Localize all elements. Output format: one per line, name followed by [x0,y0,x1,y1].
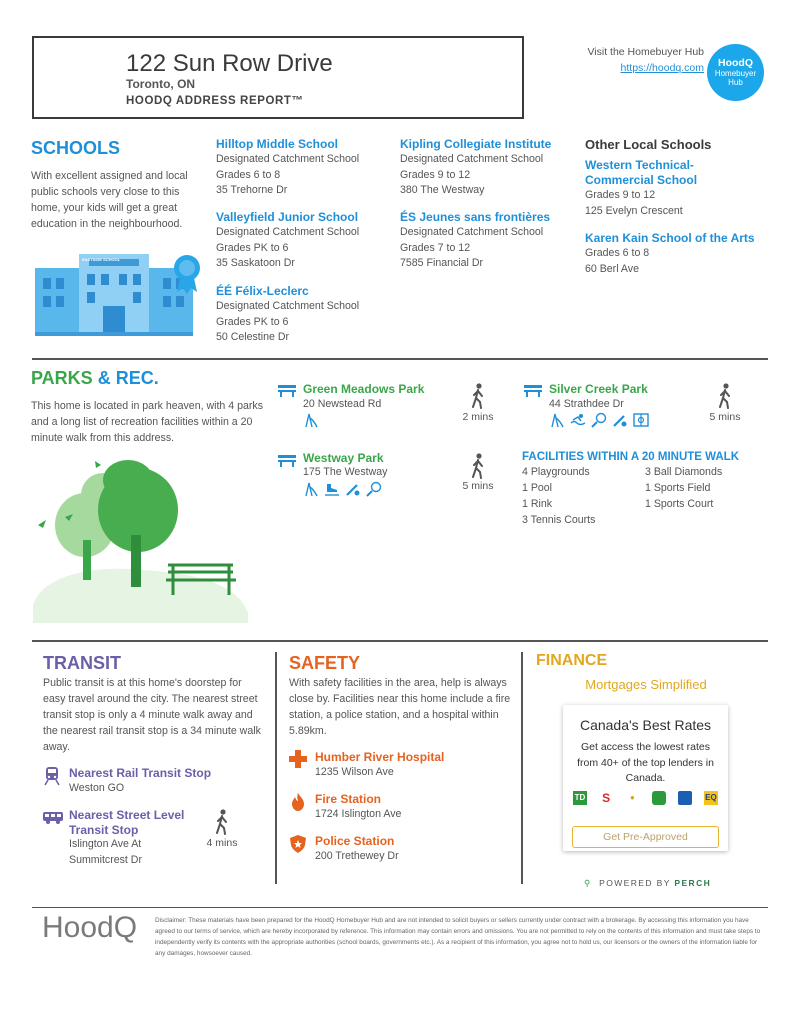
park-name[interactable]: Green Meadows Park [303,382,425,396]
school-name[interactable]: ÉÉ Félix-Leclerc [216,284,309,298]
bench-icon [277,452,297,468]
facilities-title: FACILITIES WITHIN A 20 MINUTE WALK [522,451,740,463]
bench-icon [523,382,543,398]
school-name[interactable]: Valleyfield Junior School [216,210,359,224]
divider-footer [32,907,768,908]
school-type: Designated Catchment School [400,226,544,238]
facility-item: 3 Ball Diamonds [645,466,723,478]
school-name[interactable]: Kipling Collegiate Institute [400,137,552,151]
school-grades: Grades PK to 6 [216,241,289,254]
street-stop-label: Nearest Street Level Transit Stop [69,808,185,837]
police-badge-icon [290,835,306,853]
school-hilltop [216,137,386,199]
card-text: Get access the lowest rates from 40+ of the top lenders in Canada. [577,741,714,784]
finance-title: FINANCE [536,652,608,669]
school-name[interactable]: Western Technical-Commercial School [585,158,698,187]
divider-schools [32,358,768,360]
schools-title: SCHOOLS [31,138,121,158]
national-bank-logo-icon [678,791,692,805]
school-type: Designated Catchment School [400,153,544,165]
rail-stop-value[interactable]: Weston GO [69,782,125,794]
divider-safety-finance [521,652,523,884]
park-illustration [33,455,253,625]
street-stop-value[interactable]: Islington Ave At Summitcrest Dr [69,838,142,866]
police-station-name[interactable]: Police Station [315,834,395,848]
card-title: Canada's Best Rates [579,717,712,733]
school-grades: Grades PK to 6 [216,315,289,328]
td-logo-icon: TD [573,791,587,805]
perch-brand[interactable]: PERCH [674,878,712,888]
walk-time: 2 mins [462,411,494,423]
school-address: 35 Saskatoon Dr [216,257,295,269]
tennis-icon [366,481,382,497]
facility-item: 3 Tennis Courts [522,514,596,526]
schools-description: With excellent assigned and local public schools very close to this home, your kids will get a great education in the neighbourhood. [31,170,188,230]
hospital-name[interactable]: Humber River Hospital [315,750,445,764]
lender-logos [573,791,718,805]
scotiabank-logo-icon: S [602,791,611,805]
playground-icon [303,412,319,428]
school-grades: Grades 7 to 12 [400,241,471,254]
park-name[interactable]: Silver Creek Park [549,382,648,396]
school-address: 125 Evelyn Crescent [585,204,683,217]
school-grades: Grades 9 to 12 [585,189,656,201]
school-grades: Grades 9 to 12 [400,168,471,181]
logo-line-2: Homebuyer [714,69,757,78]
school-felix-leclerc [216,284,386,346]
facility-item: 1 Sports Court [645,498,714,510]
safety-description: With safety facilities in the area, help is always close by. Facilities near this home include a fire station, a police station, and a hospital within 5.89km. [289,677,511,737]
walk-time: 5 mins [462,480,494,492]
safety-title: SAFETY [289,653,361,673]
school-kipling [400,137,575,199]
school-karen-kain [585,231,775,277]
facility-item: 1 Pool [522,482,553,494]
desjardins-logo-icon [652,791,666,805]
fire-station-name[interactable]: Fire Station [315,792,382,806]
police-station-address: 200 Trethewey Dr [315,850,399,862]
location-pin-icon: ⚲ [584,878,592,888]
parks-title [31,368,159,389]
school-address: 380 The Westway [400,184,485,196]
school-address: 50 Celestine Dr [216,331,290,343]
finance-subtitle: Mortgages Simplified [585,677,707,692]
park-amenities [549,412,649,428]
playground-icon [549,412,565,428]
walk-time: 4 mins [206,837,238,849]
school-jeunes-sans-frontieres [400,210,575,272]
school-building-illustration [35,248,215,338]
visit-label: Visit the Homebuyer Hub [587,46,704,58]
park-name[interactable]: Westway Park [303,451,384,465]
school-type: Designated Catchment School [216,300,360,312]
homebuyer-hub-visit [587,46,704,74]
walking-icon [214,809,230,835]
disclaimer: Disclaimer: These materials have been prepared for the HoodQ Homebuyer Hub and are not intended to solicit buyers or sellers currently under contract with a brokerage. By accessing this information you have agreed to our terms of service, which are hereby incorporated by reference. This information may contain errors and omissions. You are not permitted to rely on the contents of this information and must take steps to independently verify its contents with the appropriate authorities (school boards, governments etc.). As a recipient of this information, you agree not to hold us, our licensors or the owners of the information liable for any damages, howsoever caused. [155,917,761,957]
walking-icon [470,453,486,479]
homebuyer-hub-logo[interactable] [707,44,764,101]
school-address: 7585 Financial Dr [400,257,484,269]
bench-icon [277,382,297,398]
fire-station-address: 1724 Islington Ave [315,808,402,820]
pool-icon [570,412,586,428]
school-name[interactable]: ÉS Jeunes sans frontières [400,210,551,224]
train-icon [44,766,60,786]
hospital-icon [289,750,307,768]
rates-card [563,705,728,851]
school-address: 35 Trehorne Dr [216,184,288,196]
school-name[interactable]: Hilltop Middle School [216,137,338,151]
parks-title-a: PARKS [31,368,93,388]
bus-icon [42,811,64,825]
school-address: 60 Berl Ave [585,262,639,275]
hospital-address: 1235 Wilson Ave [315,766,394,778]
playground-icon [303,481,319,497]
park-amenities [303,412,319,428]
baseball-icon [345,481,361,497]
facilities-list-right [645,464,722,512]
powered-by-perch [584,878,711,889]
bmo-logo-icon: ● [629,793,635,802]
facility-item: 1 Sports Field [645,482,711,494]
school-name[interactable]: Karen Kain School of the Arts [585,231,755,245]
park-address: 20 Newstead Rd [303,398,382,410]
get-pre-approved-button[interactable]: Get Pre-Approved [572,826,719,848]
address-city: Toronto, ON [126,77,196,91]
school-western-technical [585,158,725,219]
fire-icon [291,793,305,811]
tennis-icon [591,412,607,428]
walk-time: 5 mins [709,411,741,423]
school-building-sign: EASTSIDE SCHOOL [82,257,121,262]
walking-icon [470,383,486,409]
school-type: Designated Catchment School [216,153,360,165]
park-address: 175 The Westway [303,466,388,478]
divider-parks [32,640,768,642]
report-label: HOODQ ADDRESS REPORT™ [126,95,304,107]
hub-link[interactable]: https://hoodq.com [620,62,704,74]
skate-icon [324,481,340,497]
walking-icon [717,383,733,409]
logo-line-1: HoodQ [718,57,753,69]
school-type: Designated Catchment School [216,226,360,238]
park-address: 44 Strathdee Dr [549,398,624,410]
transit-title: TRANSIT [43,653,121,673]
eq-bank-logo-icon: EQ [704,791,718,805]
rail-stop-label: Nearest Rail Transit Stop [69,766,212,780]
address-title: 122 Sun Row Drive [126,50,333,77]
facility-item: 1 Rink [522,498,553,510]
baseball-icon [612,412,628,428]
facility-item: 4 Playgrounds [522,466,590,478]
hoodq-footer-logo: HoodQ [42,911,138,944]
parks-title-b: & REC. [92,368,159,388]
facilities-list-left [522,464,595,528]
school-grades: Grades 6 to 8 [216,168,281,181]
sports-field-icon [633,412,649,428]
logo-line-3: Hub [728,78,743,87]
school-grades: Grades 6 to 8 [585,247,650,259]
transit-description: Public transit is at this home's doorstep for easy travel around the city. The nearest street transit stop is only a 4 minute walk away and the nearest rail transit stop is a 34 minute walk away. [43,677,261,753]
park-amenities [303,481,382,497]
school-valleyfield [216,210,386,272]
powered-label: POWERED BY [599,878,675,888]
parks-description: This home is located in park heaven, with 4 parks and a long list of recreation facilities within a 20 minute walk from this address. [31,400,264,444]
other-schools-title: Other Local Schools [585,137,712,152]
divider-transit-safety [275,652,277,884]
